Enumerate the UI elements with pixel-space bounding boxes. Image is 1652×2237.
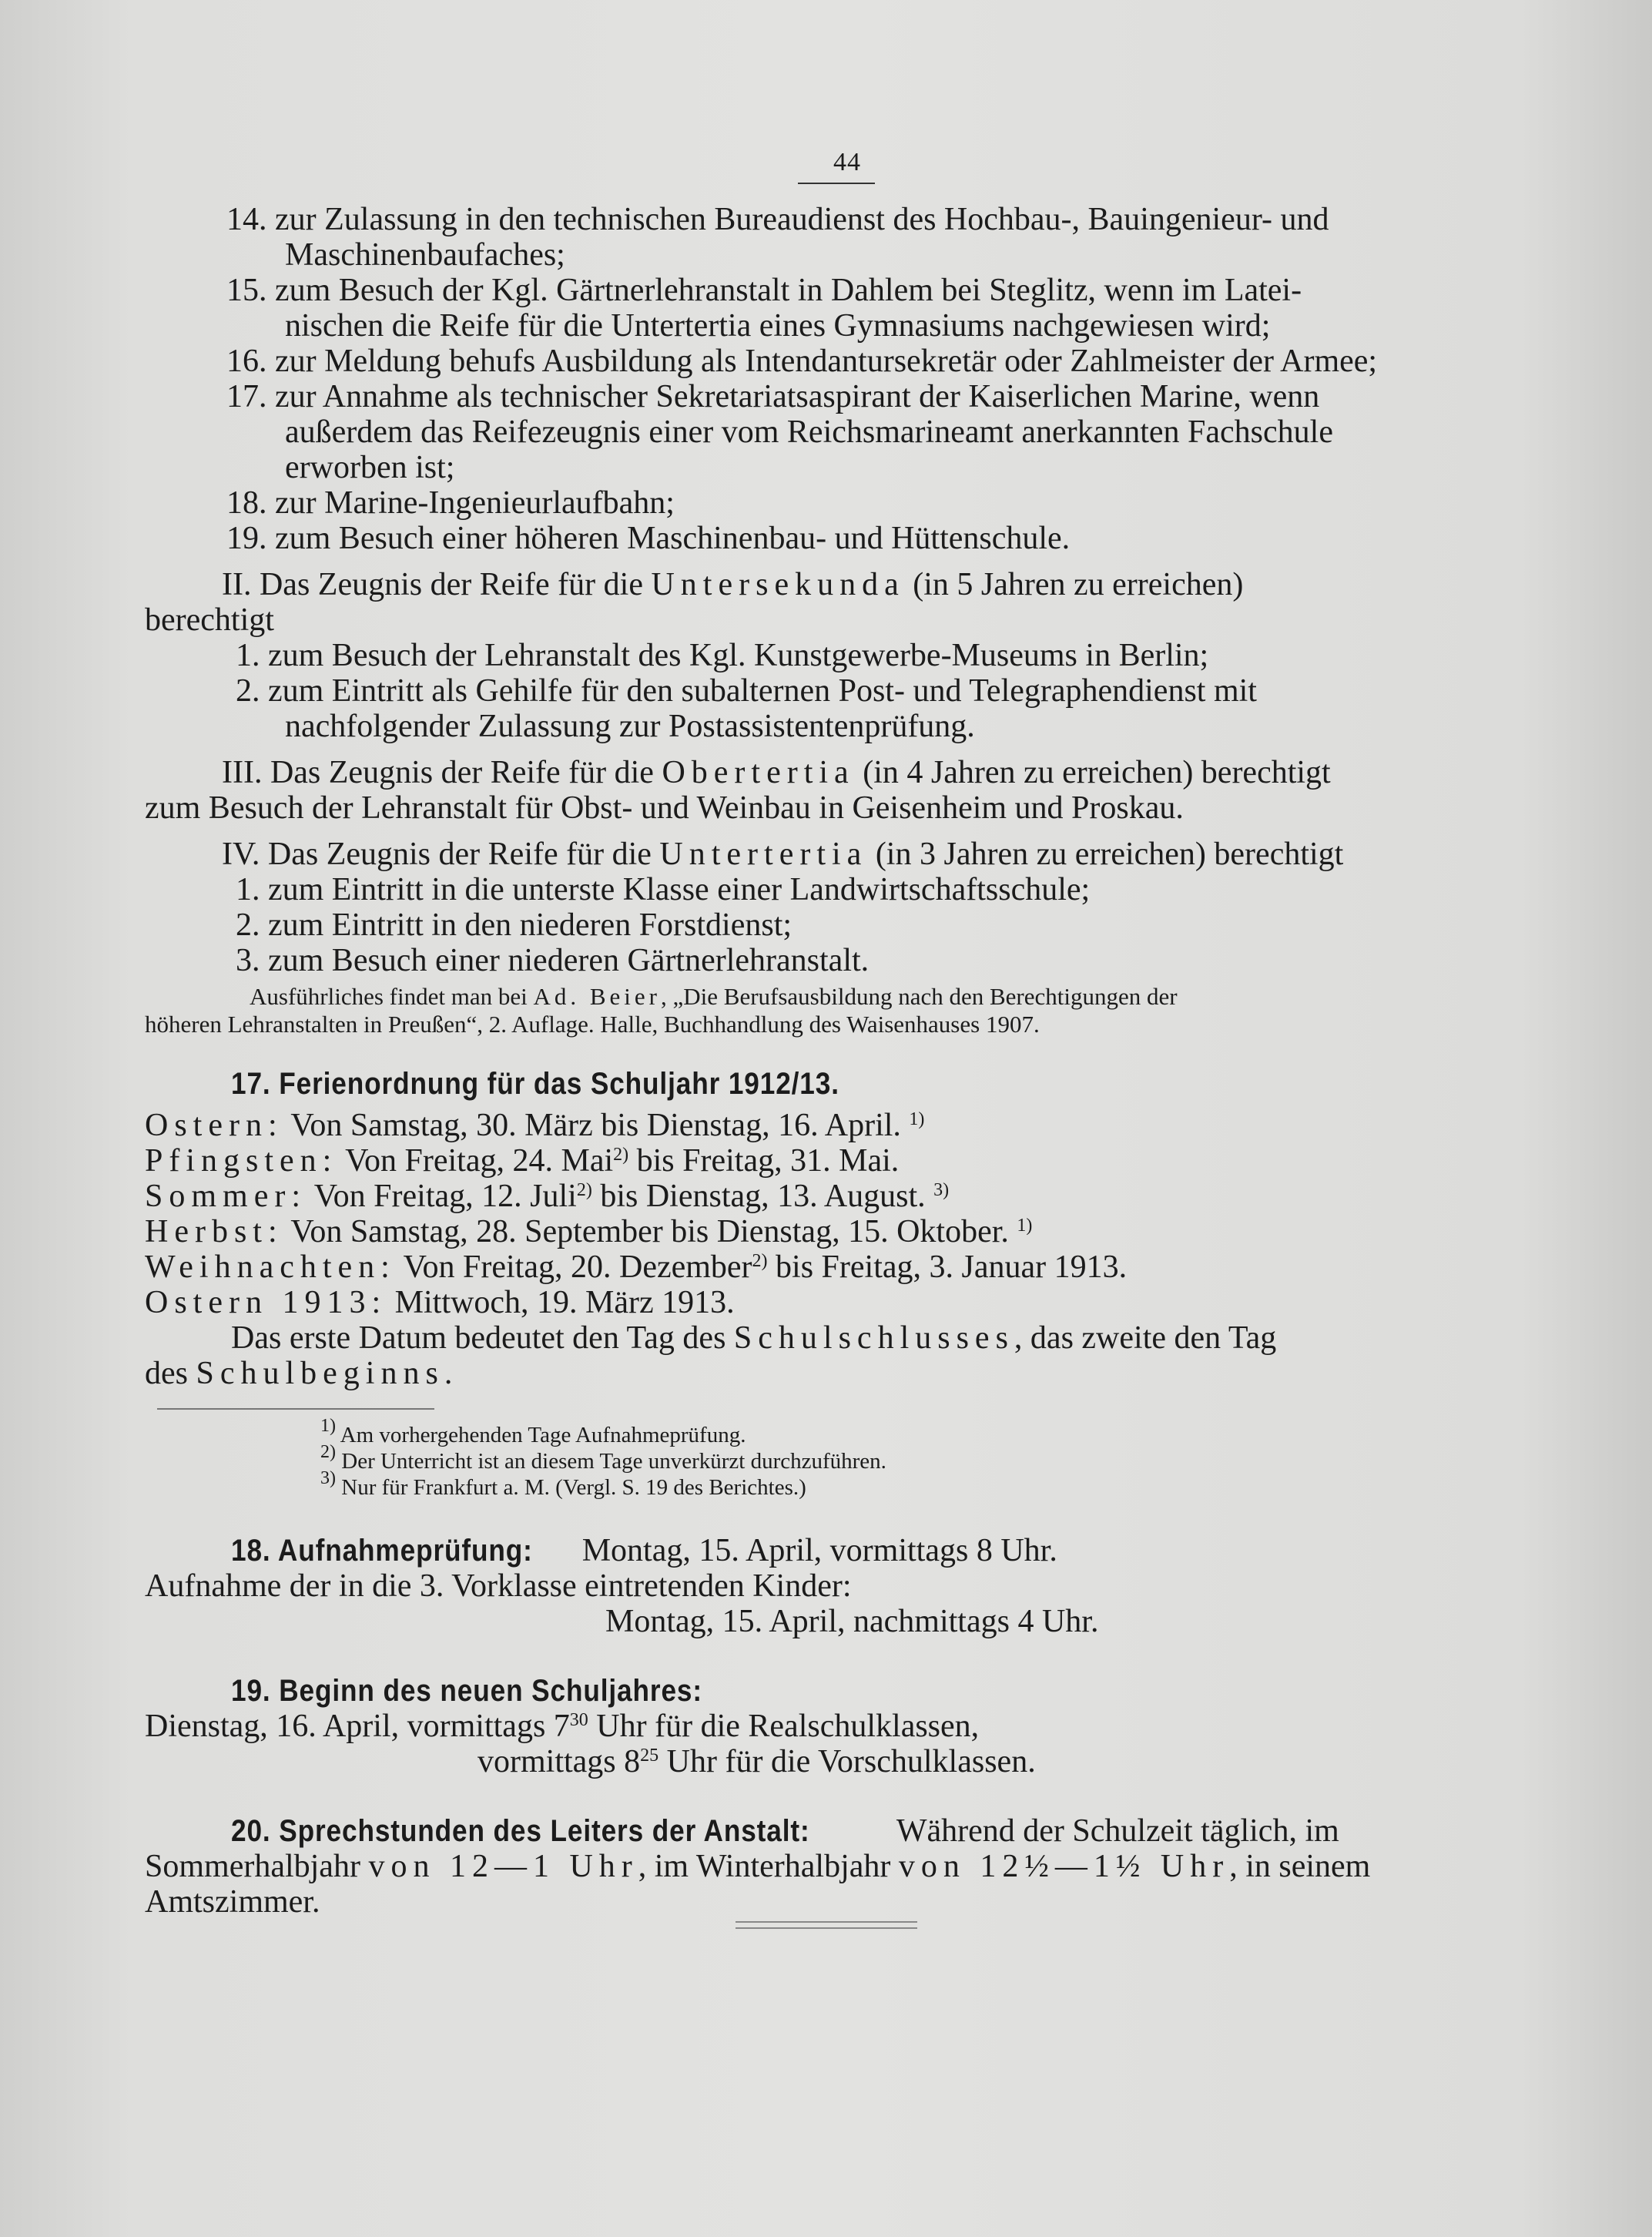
- date-explanation: Das erste Datum bedeutet den Tag des Schulschlusses, das zweite den Tag: [231, 1320, 1277, 1356]
- section-19: [145, 1673, 1554, 1779]
- list-item-continuation: außerdem das Reifezeugnis einer vom Reichsmarineamt anerkannten Fachschule: [285, 414, 1333, 450]
- page-number-rule: [798, 183, 875, 184]
- list-item: 2. zum Eintritt in den niederen Forstdienst;: [236, 907, 792, 943]
- list-item: 3. zum Besuch einer niederen Gärtnerlehranstalt.: [236, 943, 870, 978]
- section-II-intro: II. Das Zeugnis der Reife für die Untersekunda (in 5 Jahren zu erreichen): [222, 567, 1244, 602]
- section-20: [145, 1813, 1554, 1920]
- section-III-intro-cont: zum Besuch der Lehranstalt für Obst- und Weinbau in Geisenheim und Proskau.: [145, 790, 1184, 826]
- list-item: 2. zum Eintritt als Gehilfe für den subalternen Post- und Telegraphendienst mit: [236, 673, 1257, 709]
- holiday-row: Ostern 1913: Mittwoch, 19. März 1913.: [145, 1285, 735, 1320]
- section-18-line: Montag, 15. April, nachmittags 4 Uhr.: [605, 1604, 1099, 1639]
- list-item: 18. zur Marine-Ingenieurlaufbahn;: [226, 485, 675, 521]
- list-item-continuation: Maschinenbaufaches;: [285, 237, 565, 273]
- section-17: [145, 1066, 1554, 1501]
- footnote: $^{3)}$ Nur für Frankfurt a. M. (Vergl. S. 19 des Berichtes.): [320, 1468, 806, 1500]
- list-item-continuation: nischen die Reife für die Untertertia eines Gymnasiums nachgewiesen wird;: [285, 308, 1271, 344]
- holiday-row: Sommer: Von Freitag, 12. Juli$^{2)}$ bis Dienstag, 13. August. $^{3)}$: [145, 1179, 950, 1214]
- footnote: $^{1)}$ Am vorhergehenden Tage Aufnahmeprüfung.: [320, 1416, 746, 1447]
- section-20-line: Sommerhalbjahr von 12—1 Uhr, im Winterhalbjahr von 12½—1½ Uhr, in seinem: [145, 1849, 1371, 1884]
- list-I-continuation: [145, 202, 1554, 556]
- section-18-line: Aufnahme der in die 3. Vorklasse eintretenden Kinder:: [145, 1568, 852, 1604]
- reference-note: Ausführliches findet man bei Ad. Beier, „Die Berufsausbildung nach den Berechtigungen der höheren Lehranstalten in Preußen“, 2. Auflage. Halle, Buchhandlung des Waisenhauses 1907.: [145, 983, 1178, 1038]
- list-item-continuation: erworben ist;: [285, 450, 455, 485]
- holiday-row: Pfingsten: Von Freitag, 24. Mai$^{2)}$ bis Freitag, 31. Mai.: [145, 1143, 900, 1179]
- page-body: [145, 202, 1554, 1920]
- holiday-row: Ostern: Von Samstag, 30. März bis Dienstag, 16. April. $^{1)}$: [145, 1108, 925, 1143]
- holiday-table: [145, 1108, 1554, 1320]
- holiday-row: Weihnachten: Von Freitag, 20. Dezember$^{2)}$ bis Freitag, 3. Januar 1913.: [145, 1249, 1128, 1285]
- section-19-line: Dienstag, 16. April, vormittags $7^{30}$ Uhr für die Realschulklassen,: [145, 1709, 980, 1744]
- section-IV: [145, 837, 1554, 978]
- section-III: [145, 755, 1554, 826]
- footnote-rule: [157, 1408, 434, 1410]
- list-item: 1. zum Besuch der Lehranstalt des Kgl. Kunstgewerbe-Museums in Berlin;: [236, 638, 1209, 673]
- section-19-heading: 19. Beginn des neuen Schuljahres:: [231, 1674, 702, 1708]
- list-item: 15. zum Besuch der Kgl. Gärtnerlehranstalt in Dahlem bei Steglitz, wenn im Latei-: [226, 273, 1302, 308]
- list-item: 19. zum Besuch einer höheren Maschinenbau- und Hüttenschule.: [226, 521, 1071, 556]
- holiday-row: Herbst: Von Samstag, 28. September bis Dienstag, 15. Oktober. $^{1)}$: [145, 1214, 1033, 1249]
- date-explanation-cont: des Schulbeginns.: [145, 1356, 453, 1391]
- end-rule: [736, 1921, 917, 1929]
- section-IV-intro: IV. Das Zeugnis der Reife für die Untertertia (in 3 Jahren zu erreichen) berechtigt: [222, 837, 1344, 872]
- footnotes: [145, 1416, 1554, 1501]
- list-item-continuation: nachfolgender Zulassung zur Postassistentenprüfung.: [285, 709, 975, 744]
- section-18: [145, 1533, 1554, 1639]
- list-item: 16. zur Meldung behufs Ausbildung als Intendantursekretär oder Zahlmeister der Armee;: [226, 344, 1378, 379]
- list-item: 1. zum Eintritt in die unterste Klasse einer Landwirtschaftsschule;: [236, 872, 1091, 907]
- section-19-line: vormittags $8^{25}$ Uhr für die Vorschulklassen.: [478, 1744, 1036, 1779]
- section-II-intro-cont: berechtigt: [145, 602, 274, 638]
- list-item: 17. zur Annahme als technischer Sekretariatsaspirant der Kaiserlichen Marine, wenn: [226, 379, 1320, 414]
- list-item: 14. zur Zulassung in den technischen Bureaudienst des Hochbau-, Bauingenieur- und: [226, 202, 1329, 237]
- section-17-heading: 17. Ferienordnung für das Schuljahr 1912/13.: [231, 1067, 839, 1101]
- footnote: $^{2)}$ Der Unterricht ist an diesem Tage unverkürzt durchzuführen.: [320, 1442, 886, 1474]
- section-20-heading: 20. Sprechstunden des Leiters der Anstalt: Während der Schulzeit täglich, im: [231, 1813, 1339, 1849]
- section-18-heading: 18. Aufnahmeprüfung: Montag, 15. April, vormittags 8 Uhr.: [231, 1533, 1057, 1568]
- page-number: 44: [833, 148, 861, 176]
- section-II: [145, 567, 1554, 744]
- section-20-line: Amtszimmer.: [145, 1884, 320, 1920]
- section-III-intro: III. Das Zeugnis der Reife für die Obertertia (in 4 Jahren zu erreichen) berechtigt: [222, 755, 1331, 790]
